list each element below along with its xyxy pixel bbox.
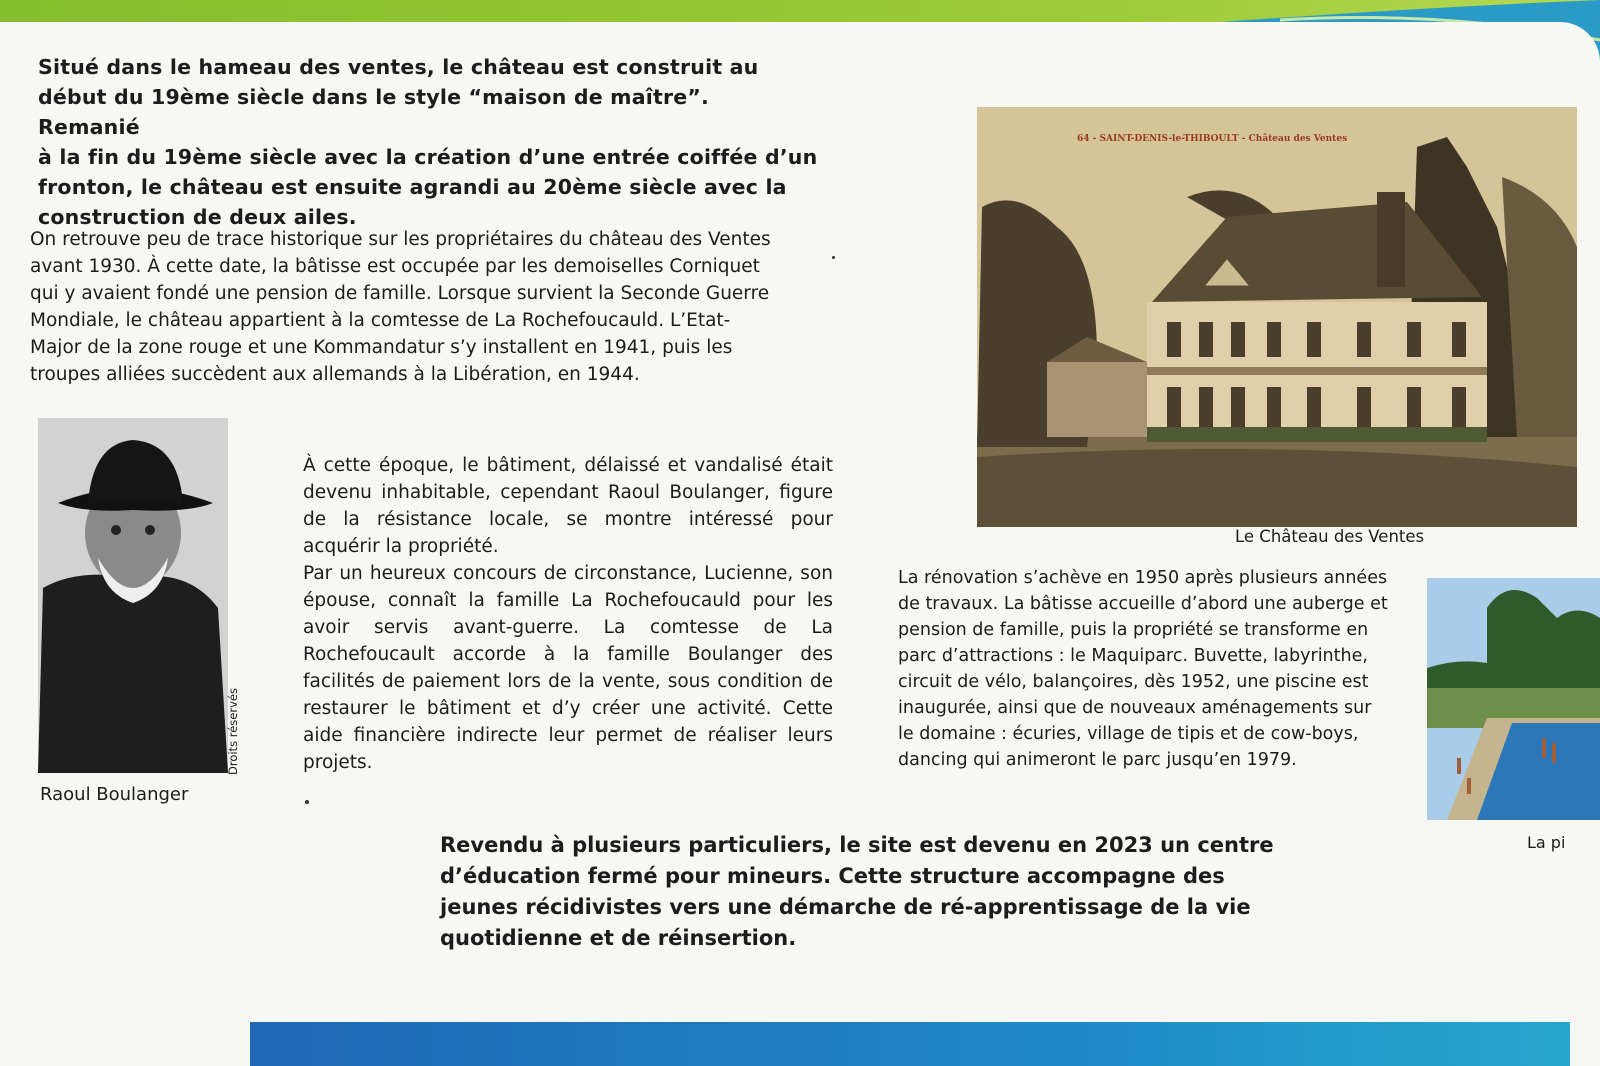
chateau-postcard-photo bbox=[977, 107, 1577, 527]
renovation-line: pension de famille, puis la propriété se transforme en bbox=[898, 620, 1369, 640]
intro-line: à la fin du 19ème siècle avec la création d’une entrée coiffée d’un bbox=[38, 145, 818, 169]
renovation-line: parc d’attractions : le Maquiparc. Buvette, labyrinthe, bbox=[898, 646, 1368, 666]
history-line: avant 1930. À cette date, la bâtisse est occupée par les demoiselles Corniquet bbox=[30, 256, 760, 277]
intro-line: fronton, le château est ensuite agrandi au 20ème siècle avec la bbox=[38, 175, 787, 199]
history-line: Major de la zone rouge et une Kommandatur s’y installent en 1941, puis les bbox=[30, 337, 733, 358]
raoul-boulanger-portrait bbox=[38, 418, 228, 773]
intro-line: début du 19ème siècle dans le style “maison de maître”. Remanié bbox=[38, 85, 710, 139]
intro-paragraph bbox=[38, 52, 818, 232]
renovation-line: le domaine : écuries, village de tipis et de cow-boys, bbox=[898, 724, 1359, 744]
intro-line: Situé dans le hameau des ventes, le château est construit au bbox=[38, 55, 759, 79]
closing-text: Revendu à plusieurs particuliers, le site est devenu en 2023 un centre d’éducation fermé pour mineurs. Cette structure accompagne des jeunes récidivistes vers une démarche de ré-apprentissage de la vie quotidienne et de réinsertion. bbox=[440, 833, 1274, 950]
postcard-title: 64 - SAINT-DENIS-le-THIBOULT - Château des Ventes bbox=[1077, 134, 1348, 144]
renovation-line: La rénovation s’achève en 1950 après plusieurs années bbox=[898, 568, 1388, 588]
renovation-line: inaugurée, ainsi que de nouveaux aménagements sur bbox=[898, 698, 1372, 718]
photo-credit: Droits réservés bbox=[226, 688, 240, 775]
intro-line: construction de deux ailes. bbox=[38, 205, 357, 229]
history-line: qui y avaient fondé une pension de famille. Lorsque survient la Seconde Guerre bbox=[30, 283, 770, 304]
boulanger-paragraph bbox=[303, 452, 833, 776]
speck bbox=[832, 256, 835, 259]
history-line: On retrouve peu de trace historique sur les propriétaires du château des Ventes bbox=[30, 229, 771, 250]
boulanger-text: À cette époque, le bâtiment, délaissé et vandalisé était devenu inhabitable, cependant Raoul Boulanger, figure de la résistance locale, se montre intéressé pour acquérir la propriété. bbox=[303, 455, 833, 557]
renovation-line: de travaux. La bâtisse accueille d’abord une auberge et bbox=[898, 594, 1388, 614]
history-line: troupes alliées succèdent aux allemands à la Libération, en 1944. bbox=[30, 364, 640, 385]
speck bbox=[305, 800, 309, 804]
history-paragraph bbox=[30, 226, 825, 388]
chateau-photo-caption: Le Château des Ventes bbox=[1235, 527, 1425, 546]
pool-photo-caption: La pi bbox=[1527, 833, 1566, 852]
swimming-pool-photo bbox=[1427, 578, 1600, 820]
bottom-blue-band bbox=[250, 1022, 1570, 1066]
renovation-line: circuit de vélo, balançoires, dès 1952, une piscine est bbox=[898, 672, 1369, 692]
portrait-caption: Raoul Boulanger bbox=[40, 784, 189, 805]
renovation-paragraph bbox=[898, 565, 1393, 773]
history-line: Mondiale, le château appartient à la comtesse de La Rochefoucauld. L’Etat- bbox=[30, 310, 731, 331]
boulanger-text: Par un heureux concours de circonstance, Lucienne, son épouse, connaît la famille La Rochefoucauld pour les avoir servis avant-guerre. La comtesse de La Rochefoucault accorde à la famille Boulanger des facilités de paiement lors de la vente, sous condition de restaurer le bâtiment et d’y créer une activité. Cette aide financière indirecte leur permet de réaliser leurs projets. bbox=[303, 563, 833, 773]
closing-paragraph bbox=[440, 830, 1290, 954]
renovation-line: dancing qui animeront le parc jusqu’en 1979. bbox=[898, 750, 1297, 770]
